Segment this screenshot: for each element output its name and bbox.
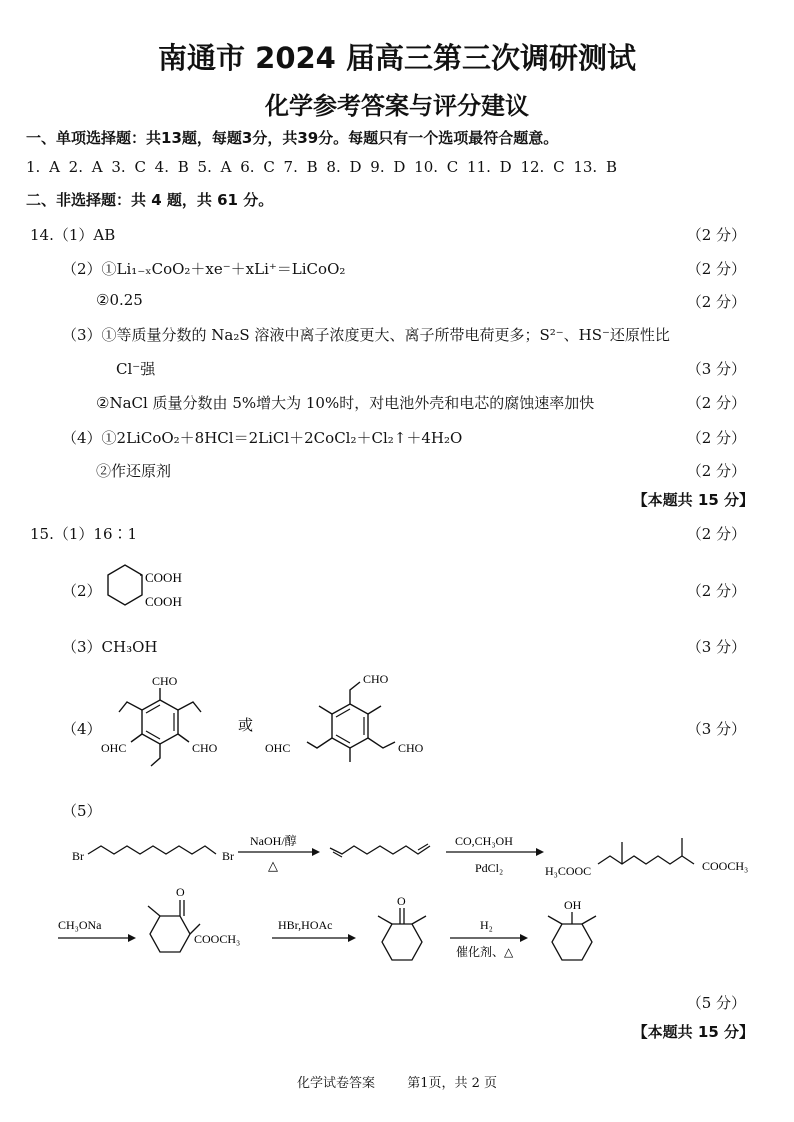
page-subtitle: 化学参考答案与评分建议 — [265, 92, 529, 120]
q15-2-label: （2） — [62, 582, 102, 600]
q15-4-score: （3 分） — [686, 720, 746, 738]
q14-3a-score: （3 分） — [686, 360, 746, 378]
q14-1-answer: 14.（1）AB — [30, 226, 116, 244]
reagent-h2: H₂ — [480, 918, 493, 932]
svg-text:OHC: OHC — [101, 741, 127, 755]
q14-2a-score: （2 分） — [686, 260, 746, 278]
reagent-hbr: HBr,HOAc — [278, 918, 333, 932]
q15-4-label: （4） — [62, 720, 102, 738]
q14-4a-score: （2 分） — [686, 429, 746, 447]
cyclohexane-dicarboxylic-acid-structure — [100, 560, 210, 620]
hydroxyl-group: OH — [564, 898, 582, 912]
or-text: 或 — [238, 718, 254, 734]
section2-heading: 二、非选择题：共 4 题，共 61 分。 — [26, 191, 274, 209]
oxygen-atom: O — [176, 885, 185, 899]
br-atom: Br — [222, 849, 234, 863]
q14-4b-score: （2 分） — [686, 462, 746, 480]
q14-total: 【本题共 15 分】 — [632, 491, 754, 509]
reagent-pdcl2: PdCl₂ — [475, 861, 504, 875]
q15-5-label: （5） — [62, 802, 102, 820]
cooh-label: COOH — [145, 570, 182, 585]
page-footer — [0, 1072, 794, 1091]
q14-2b-answer: ②0.25 — [96, 291, 143, 309]
reagent-co: CO,CH₃OH — [455, 834, 513, 848]
q15-total: 【本题共 15 分】 — [632, 1023, 754, 1041]
q14-4b-answer: ②作还原剂 — [96, 462, 172, 480]
page-title: 南通市 2024 届高三第三次调研测试 — [158, 41, 636, 75]
svg-text:CHO: CHO — [398, 741, 424, 755]
ester-group: COOCH₃ — [194, 932, 241, 946]
q14-4a-answer: （4）①2LiCoO₂＋8HCl＝2LiCl＋2CoCl₂＋Cl₂↑＋4H₂O — [62, 429, 463, 447]
q14-3a-continuation: Cl⁻强 — [116, 360, 156, 378]
svg-text:CHO: CHO — [363, 672, 389, 686]
q14-3a-answer: （3）①等质量分数的 Na₂S 溶液中离子浓度更大、离子所带电荷更多；S²⁻、HS⁻还原性比 — [62, 326, 670, 344]
reagent-ch3ona: CH₃ONa — [58, 918, 102, 932]
q15-1-answer: 15.（1）16∶1 — [30, 525, 138, 543]
svg-text:OHC: OHC — [265, 741, 291, 755]
q15-2-score: （2 分） — [686, 582, 746, 600]
synthesis-route — [0, 828, 794, 978]
q15-3-answer: （3）CH₃OH — [62, 638, 158, 656]
q14-3b-answer: ②NaCl 质量分数由 5%增大为 10%时，对电池外壳和电芯的腐蚀速率加快 — [96, 394, 595, 412]
oxygen-atom: O — [397, 894, 406, 908]
q14-3b-score: （2 分） — [686, 394, 746, 412]
q15-3-score: （3 分） — [686, 638, 746, 656]
br-atom: Br — [72, 849, 84, 863]
ester-group: H₃COOC — [545, 864, 592, 878]
reagent-naoh: NaOH/醇 — [250, 834, 297, 848]
svg-text:CHO: CHO — [192, 741, 218, 755]
svg-text:CHO: CHO — [152, 674, 178, 688]
reagent-catalyst: 催化剂、△ — [456, 945, 514, 959]
q15-1-score: （2 分） — [686, 525, 746, 543]
footer-page-number: 第1页，共 2 页 — [407, 1076, 498, 1091]
q14-1-score: （2 分） — [686, 226, 746, 244]
reagent-heat: △ — [268, 858, 278, 873]
ester-group: COOCH₃ — [702, 859, 749, 873]
mc-answers: 1. A 2. A 3. C 4. B 5. A 6. C 7. B 8. D 9. D 10. C 11. D 12. C 13. B — [26, 158, 617, 176]
q14-2b-score: （2 分） — [686, 293, 746, 311]
section1-heading: 一、单项选择题：共13题，每题3分，共39分。每题只有一个选项最符合题意。 — [26, 129, 559, 147]
benzene-structure-1 — [101, 674, 218, 766]
q14-2a-answer: （2）①Li₁₋ₓCoO₂＋xe⁻＋xLi⁺＝LiCoO₂ — [62, 260, 346, 278]
cooh-label: COOH — [145, 594, 182, 609]
q15-4-structures — [95, 668, 455, 788]
benzene-structure-2 — [265, 672, 424, 762]
footer-doc-name: 化学试卷答案 — [296, 1076, 375, 1091]
q15-5-score: （5 分） — [686, 994, 746, 1012]
